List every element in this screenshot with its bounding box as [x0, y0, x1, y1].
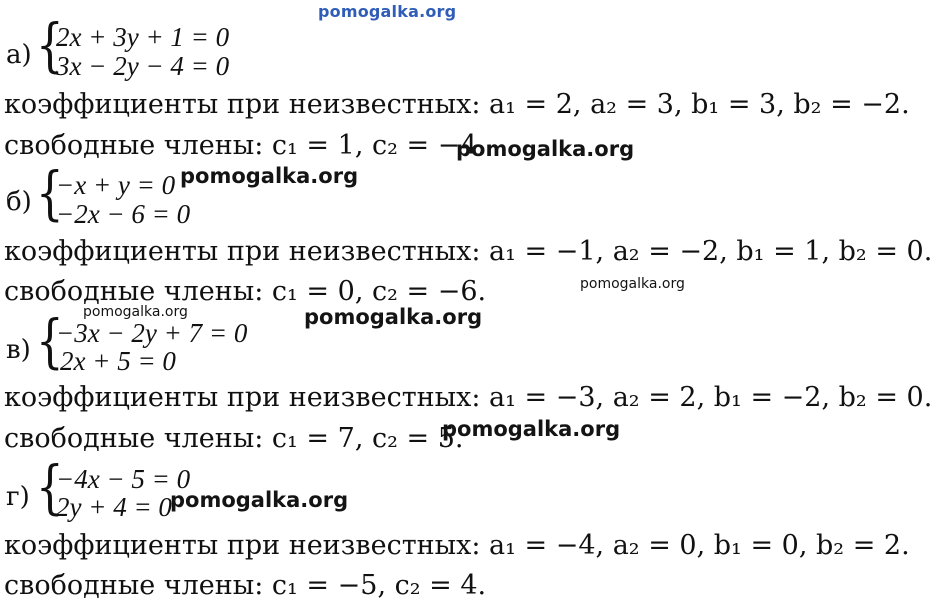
item-d-label: г) [6, 482, 30, 512]
watermark-2: pomogalka.org [180, 164, 359, 188]
item-c-coefficients: коэффициенты при неизвестных: a₁ = −3, a₂ = 2, b₁ = −2, b₂ = 0. [4, 382, 932, 413]
watermark-5: pomogalka.org [304, 305, 483, 329]
item-b-free-terms: свободные члены: c₁ = 0, c₂ = −6. [4, 276, 487, 307]
item-c-equation-2: 2x + 5 = 0 [60, 346, 176, 376]
item-d-equation-2: 2y + 4 = 0 [56, 492, 172, 522]
item-d-brace: { [36, 453, 64, 521]
item-a-brace: { [36, 11, 64, 79]
item-c-free-terms: свободные члены: c₁ = 7, c₂ = 5. [4, 423, 464, 454]
item-d-coefficients: коэффициенты при неизвестных: a₁ = −4, a₂ = 0, b₁ = 0, b₂ = 2. [4, 530, 910, 561]
item-a-label: а) [6, 40, 32, 70]
item-c-equation-1: −3x − 2y + 7 = 0 [56, 318, 248, 348]
item-c-brace: { [36, 307, 64, 375]
watermark-6: pomogalka.org [442, 417, 621, 441]
item-c-label: в) [6, 335, 31, 365]
watermark-4: pomogalka.org [83, 304, 188, 320]
item-a-free-terms: свободные члены: c₁ = 1, c₂ = −4. [4, 130, 487, 161]
watermark-3: pomogalka.org [580, 276, 685, 292]
item-a-equation-1: 2x + 3y + 1 = 0 [56, 22, 230, 52]
item-d-equation-1: −4x − 5 = 0 [56, 464, 191, 494]
item-b-equation-2: −2x − 6 = 0 [56, 199, 191, 229]
item-b-label: б) [6, 187, 32, 217]
site-watermark-top: pomogalka.org [318, 2, 457, 21]
watermark-7: pomogalka.org [170, 488, 349, 512]
item-b-equation-1: −x + y = 0 [56, 170, 176, 200]
item-d-free-terms: свободные члены: c₁ = −5, c₂ = 4. [4, 570, 487, 601]
item-b-brace: { [36, 159, 64, 227]
item-a-coefficients: коэффициенты при неизвестных: a₁ = 2, a₂ = 3, b₁ = 3, b₂ = −2. [4, 89, 910, 120]
watermark-1: pomogalka.org [456, 137, 635, 161]
item-a-equation-2: 3x − 2y − 4 = 0 [56, 51, 230, 81]
item-b-coefficients: коэффициенты при неизвестных: a₁ = −1, a₂ = −2, b₁ = 1, b₂ = 0. [4, 236, 932, 267]
